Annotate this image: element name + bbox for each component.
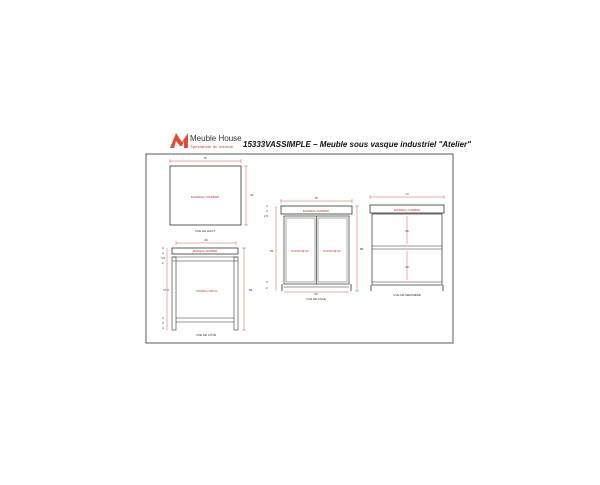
logo-name: Meuble House bbox=[190, 134, 242, 143]
side-view bbox=[161, 238, 253, 337]
side-dim-left: 2 bbox=[162, 261, 164, 265]
front-view-caption: VUE DE FACE bbox=[306, 297, 326, 301]
side-view-caption: VUE DE CÔTÉ bbox=[195, 333, 217, 337]
side-width-dim: 46 bbox=[204, 238, 208, 242]
front-dim-left: 2 bbox=[266, 286, 268, 290]
front-height-dim: 86 bbox=[360, 247, 364, 251]
front-view bbox=[264, 196, 364, 301]
side-dim-left: 2 bbox=[162, 251, 164, 255]
back-lower-dim: 29 bbox=[405, 265, 409, 269]
front-width-bottom-dim: 65 bbox=[314, 292, 318, 296]
side-band-label: BANDEAU MARBRÉ bbox=[192, 250, 218, 253]
top-view bbox=[170, 156, 254, 233]
top-depth-dim: 46 bbox=[250, 193, 254, 197]
front-dim-left: 2,5 bbox=[264, 214, 269, 218]
front-width-top-dim: 78 bbox=[314, 196, 318, 200]
top-width-dim: 76 bbox=[203, 156, 207, 160]
side-height-dim: 86 bbox=[249, 288, 253, 292]
front-dim-left: 3 bbox=[266, 209, 268, 213]
drawing-frame bbox=[146, 154, 453, 343]
side-dim-left: 4 bbox=[162, 326, 164, 330]
side-inner-height-dim: 37,3 bbox=[163, 288, 169, 292]
top-inner-label: BANDEAU MARBRÉ bbox=[190, 195, 220, 199]
side-dim-left: 3,5 bbox=[161, 256, 166, 260]
front-band-label: BANDEAU MARBRÉ bbox=[302, 209, 330, 213]
side-panel-label: PANNEAU MÉTAL bbox=[196, 290, 218, 293]
front-dim-left: 3 bbox=[266, 280, 268, 284]
top-view-caption: VUE DE HAUT bbox=[194, 229, 216, 233]
side-dim-left: 4 bbox=[162, 246, 164, 250]
page-title: 15333VASSIMPLE – Meuble sous vasque industriel "Atelier" bbox=[243, 140, 471, 149]
back-band-label: BANDEAU MARBRÉ bbox=[393, 208, 421, 212]
back-width-dim: 73 bbox=[405, 192, 409, 196]
back-upper-dim: 25 bbox=[405, 229, 409, 233]
side-dim-left: 2 bbox=[162, 321, 164, 325]
side-dim-left: 3 bbox=[162, 316, 164, 320]
front-inner-dim: 56 bbox=[270, 249, 274, 253]
logo-icon bbox=[170, 133, 188, 148]
back-view-caption: VUE DE DERRIÈRE bbox=[393, 293, 421, 297]
logo-tagline: Spécialiste du meuble bbox=[190, 144, 234, 149]
front-dim-left: 4 bbox=[266, 204, 268, 208]
front-right-door-label: PORTE MÉTAL bbox=[322, 250, 342, 253]
back-view bbox=[370, 192, 444, 297]
front-left-door-label: PORTE MÉTAL bbox=[290, 250, 310, 253]
